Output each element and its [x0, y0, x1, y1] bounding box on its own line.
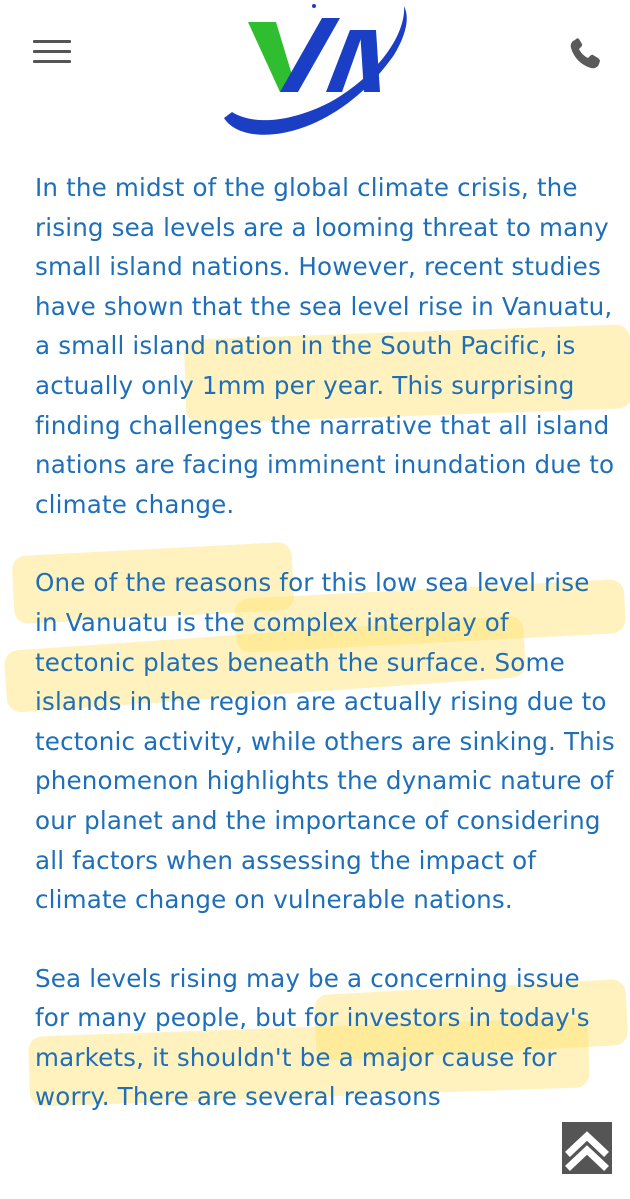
paragraph-text: In the midst of the global climate crisis, the rising sea levels are a looming threat to many small island nations. However, recent studies have shown that the sea level rise in Vanuatu, a small island nation in the South Pacific, is actually only 1mm per year. This surprising finding challenges the narrative that all island nations are facing imminent inundation due to climate change.	[35, 173, 615, 519]
hamburger-menu-icon[interactable]	[30, 36, 74, 68]
phone-icon[interactable]	[566, 36, 606, 72]
back-to-top-button[interactable]	[562, 1122, 612, 1174]
article-paragraph-1	[35, 168, 615, 524]
chevron-up-icon	[562, 1122, 612, 1174]
site-header	[0, 0, 630, 150]
paragraph-text: One of the reasons for this low sea level rise in Vanuatu is the complex interplay of tectonic plates beneath the surface. Some islands in the region are actually rising due to tectonic activity, while others are sinking. This phenomenon highlights the dynamic nature of our planet and the importance of considering all factors when assessing the impact of climate change on vulnerable nations.	[35, 568, 615, 915]
article-body	[35, 168, 615, 1156]
article-paragraph-3	[35, 959, 615, 1117]
brand-logo[interactable]	[214, 0, 414, 140]
article-paragraph-2	[35, 563, 615, 919]
paragraph-text: Sea levels rising may be a concerning issue for many people, but for investors in today's markets, it shouldn't be a major cause for worry. There are several reasons	[35, 963, 590, 1112]
